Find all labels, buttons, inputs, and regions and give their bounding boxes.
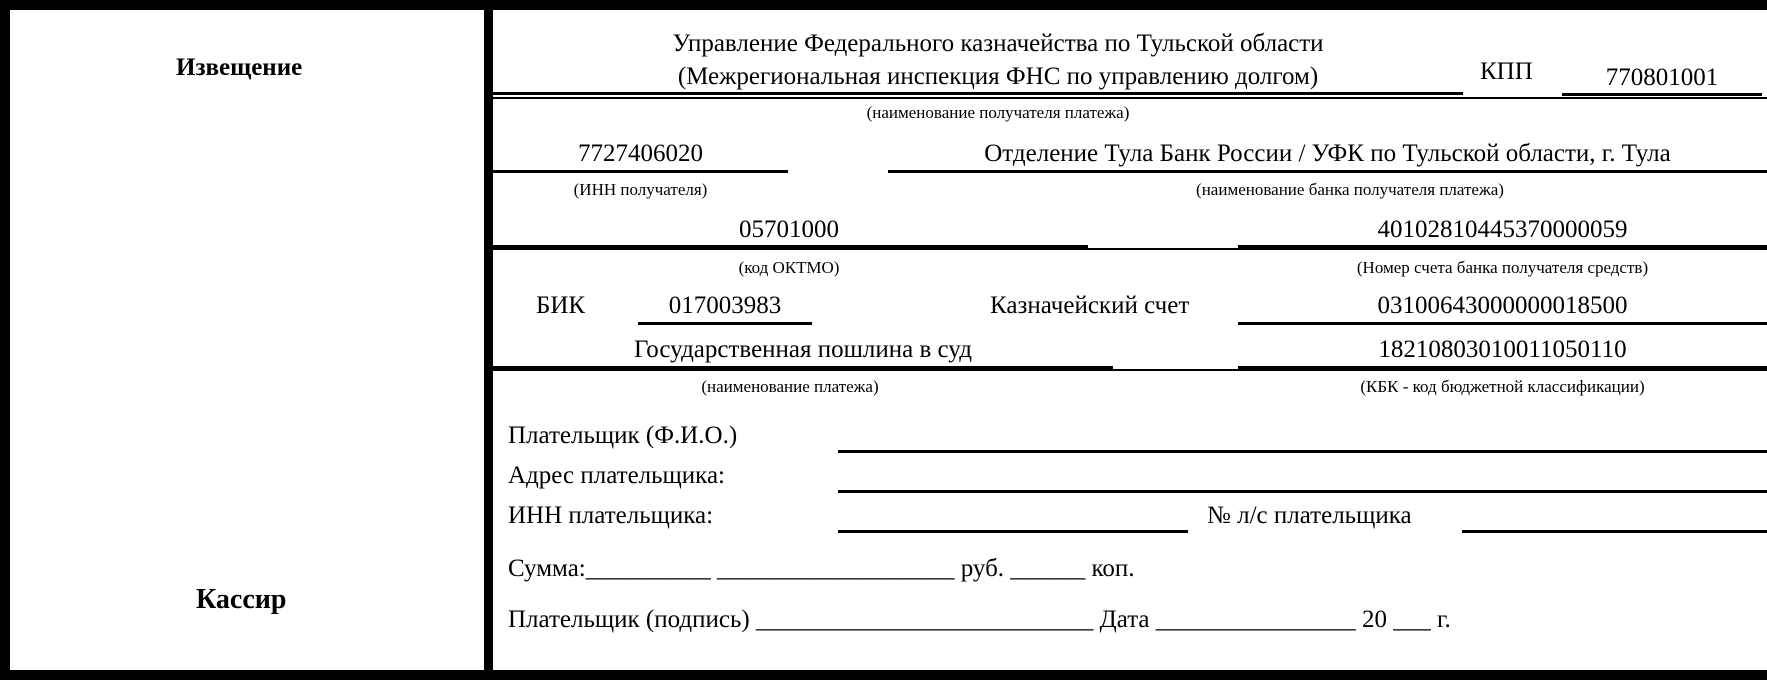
frame-top bbox=[0, 0, 1767, 10]
treasury-value: 03100643000000018500 bbox=[1377, 292, 1628, 319]
oktmo-caption: (код ОКТМО) bbox=[738, 258, 840, 277]
payment-name-value: Государственная пошлина в суд bbox=[634, 336, 972, 363]
bik-label: БИК bbox=[536, 292, 586, 319]
payer-account-label: № л/с плательщика bbox=[1207, 502, 1412, 529]
treasury-label: Казначейский счет bbox=[990, 292, 1190, 319]
recipient-inn-caption: (ИНН получателя) bbox=[573, 180, 708, 199]
frame-left bbox=[0, 0, 10, 680]
bank-name-value: Отделение Тула Банк России / УФК по Тульской области, г. Тула bbox=[984, 140, 1671, 167]
bik-value: 017003983 bbox=[668, 292, 782, 319]
payer-address-label: Адрес плательщика: bbox=[508, 462, 725, 489]
payer-account-field[interactable] bbox=[1462, 530, 1767, 533]
recipient-name-caption: (наименование получателя платежа) bbox=[866, 103, 1130, 122]
payer-inn-field[interactable] bbox=[838, 530, 1188, 533]
frame-bottom bbox=[0, 670, 1767, 680]
recipient-inn-value: 7727406020 bbox=[578, 140, 703, 167]
section-rule-1 bbox=[493, 97, 1767, 99]
frame-divider bbox=[484, 0, 493, 680]
bik-underline bbox=[638, 322, 812, 325]
treasury-underline bbox=[1238, 322, 1767, 325]
recipient-name-line2: (Межрегиональная инспекция ФНС по управлению долгом) bbox=[677, 63, 1319, 90]
oktmo-value: 05701000 bbox=[739, 216, 839, 243]
cashier-label: Кассир bbox=[196, 584, 287, 615]
bank-name-underline bbox=[888, 170, 1767, 173]
payer-inn-label: ИНН плательщика: bbox=[508, 502, 714, 529]
section-rule-3 bbox=[493, 369, 1767, 371]
bank-account-value: 40102810445370000059 bbox=[1377, 216, 1628, 243]
bank-name-caption: (наименование банка получателя платежа) bbox=[1196, 180, 1504, 199]
payment-name-caption: (наименование платежа) bbox=[701, 377, 879, 396]
recipient-name-line1: Управление Федерального казначейства по Тульской области bbox=[672, 30, 1324, 57]
bank-account-caption: (Номер счета банка получателя средств) bbox=[1356, 258, 1649, 277]
kbk-caption: (КБК - код бюджетной классификации) bbox=[1360, 377, 1645, 396]
recipient-name-underline bbox=[493, 92, 1463, 95]
notice-label: Извещение bbox=[176, 54, 303, 81]
kbk-value: 18210803010011050110 bbox=[1378, 336, 1627, 363]
section-rule-2 bbox=[493, 248, 1767, 250]
payment-sum-line: Сумма:__________ ___________________ руб. ______ коп. bbox=[508, 555, 1135, 582]
recipient-inn-underline bbox=[493, 170, 788, 173]
payer-fio-label: Плательщик (Ф.И.О.) bbox=[508, 422, 738, 449]
kpp-underline bbox=[1562, 93, 1762, 96]
kpp-label: КПП bbox=[1480, 58, 1533, 85]
kpp-value: 770801001 bbox=[1605, 64, 1719, 91]
payer-fio-field[interactable] bbox=[838, 450, 1767, 453]
payer-address-field[interactable] bbox=[838, 490, 1767, 493]
payer-signature-line: Плательщик (подпись) ___________________________ Дата ________________ 20 ___ г. bbox=[508, 606, 1451, 633]
